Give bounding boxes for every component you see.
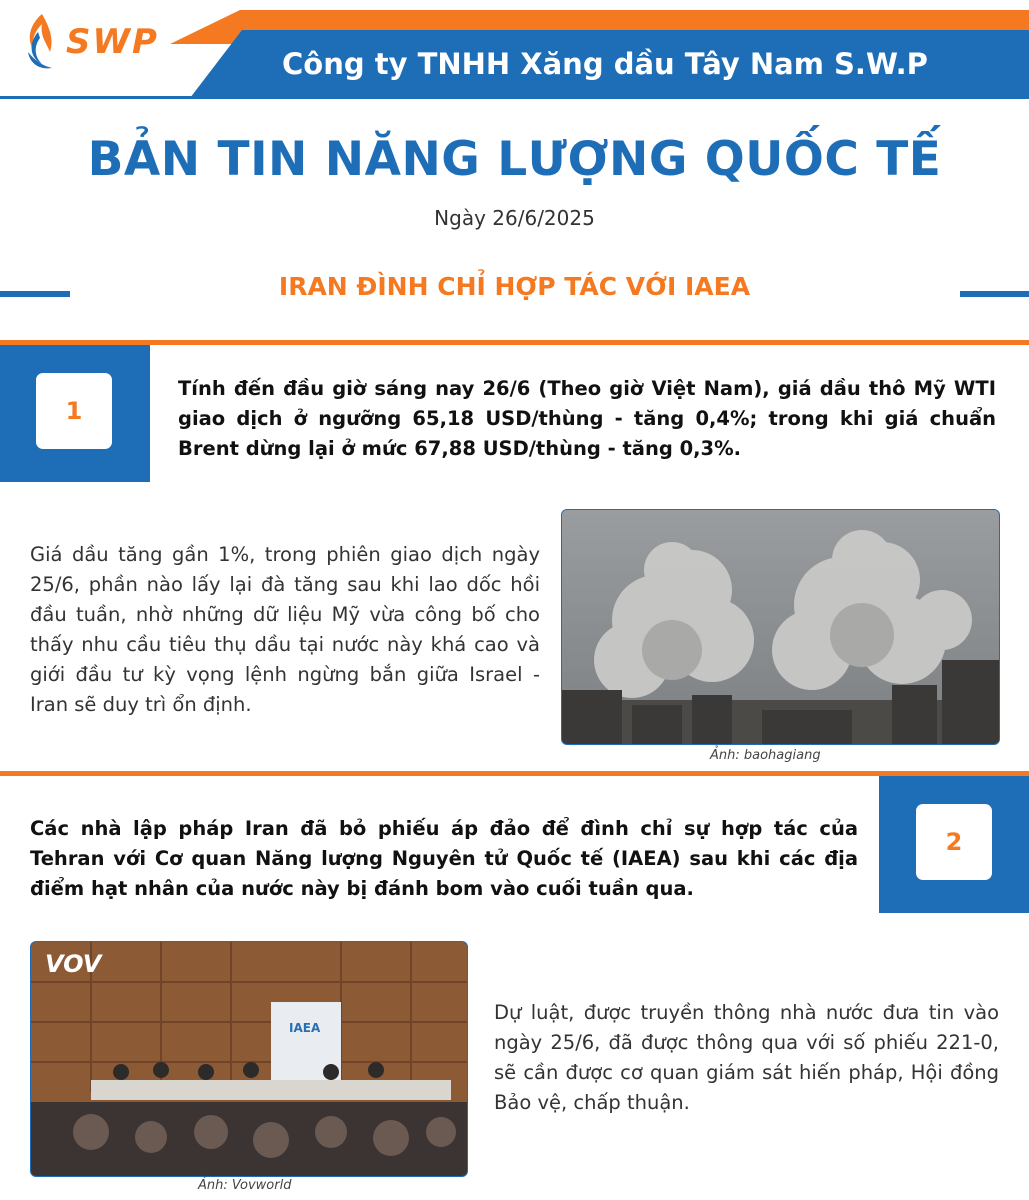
logo-text: SWP <box>66 22 159 62</box>
section1-headline: Tính đến đầu giờ sáng nay 26/6 (Theo giờ Việt Nam), giá dầu thô Mỹ WTI giao dịch ở ngưỡng 65,18 USD/thùng - tăng 0,4%; trong khi giá chuẩn Brent dừng lại ở mức 67,88 USD/thùng - tăng 0,3%. <box>178 377 996 460</box>
vov-watermark: VOV <box>45 950 102 978</box>
section2-divider <box>0 771 1029 776</box>
section2-headline: Các nhà lập pháp Iran đã bỏ phiếu áp đảo để đình chỉ sự hợp tác của Tehran với Cơ quan Năng lượng Nguyên tử Quốc tế (IAEA) sau khi các địa điểm hạt nhân của nước này bị đánh bom vào cuối tuần qua. <box>30 817 858 900</box>
iaea-sign: IAEA <box>289 1021 321 1035</box>
photo1-caption: Ảnh: baohagiang <box>710 748 821 763</box>
section2-number: 2 <box>916 804 992 880</box>
section1-divider <box>0 340 1029 345</box>
section-subtitle: IRAN ĐÌNH CHỈ HỢP TÁC VỚI IAEA <box>278 272 751 301</box>
company-name: Công ty TNHH Xăng dầu Tây Nam S.W.P <box>282 47 928 81</box>
photo2-caption: Ảnh: Vovworld <box>198 1178 292 1193</box>
issue-date: Ngày 26/6/2025 <box>434 206 595 230</box>
section1-number: 1 <box>36 373 112 449</box>
section1-body: Giá dầu tăng gần 1%, trong phiên giao dịch ngày 25/6, phần nào lấy lại đà tăng sau khi lao dốc hồi đầu tuần, nhờ những dữ liệu Mỹ vừa công bố cho thấy nhu cầu tiêu thụ dầu tại nước này khá cao và giới đầu tư kỳ vọng lệnh ngừng bắn giữa Israel - Iran sẽ duy trì ổn định. <box>30 543 540 716</box>
iaea-meeting-photo <box>30 941 468 1177</box>
meeting-photo-illustration <box>31 942 467 1176</box>
smoke-photo-illustration <box>562 510 999 744</box>
section2-body: Dự luật, được truyền thông nhà nước đưa tin vào ngày 25/6, đã được thông qua với số phiếu 221-0, sẽ cần được cơ quan giám sát hiến pháp, Hội đồng Bảo vệ, chấp thuận. <box>494 1001 999 1114</box>
smoke-over-city-photo <box>561 509 1000 745</box>
header-underline <box>0 96 1029 99</box>
page-title: BẢN TIN NĂNG LƯỢNG QUỐC TẾ <box>87 132 942 187</box>
